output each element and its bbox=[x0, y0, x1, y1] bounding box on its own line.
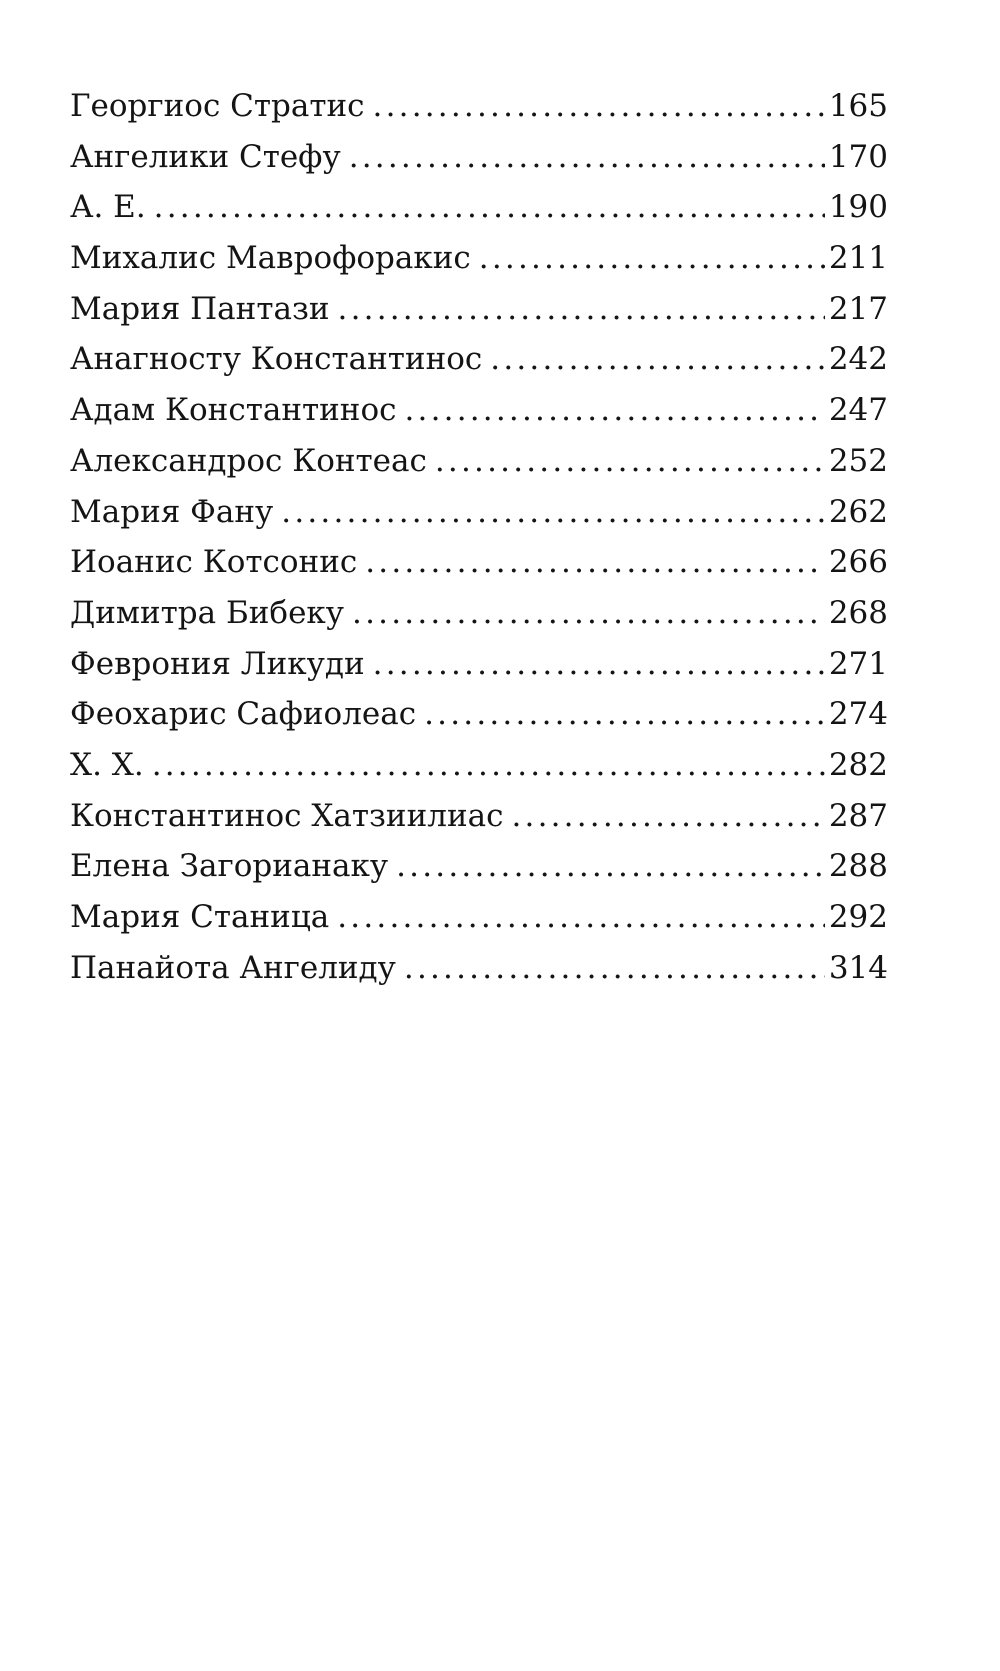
toc-entry bbox=[70, 899, 888, 950]
toc-entry-name: Адам Константинос bbox=[70, 392, 397, 429]
toc-entry-name: Александрос Контеас bbox=[70, 442, 427, 479]
dot-leader bbox=[349, 139, 825, 175]
toc-entry-name: Анагносту Константинос bbox=[70, 341, 483, 378]
toc-entry-page: 242 bbox=[828, 341, 888, 378]
toc-entry-name: Феохарис Сафиолеас bbox=[70, 696, 417, 733]
toc-entry-page: 266 bbox=[828, 544, 888, 581]
toc-entry bbox=[70, 341, 888, 392]
toc-entry-name: Елена Загорианаку bbox=[70, 848, 389, 885]
toc-entry-page: 262 bbox=[828, 493, 888, 530]
toc-entry-page: 268 bbox=[828, 594, 888, 631]
toc-entry bbox=[70, 189, 888, 240]
dot-leader bbox=[490, 341, 825, 377]
toc-entry-name: Феврония Ликуди bbox=[70, 645, 365, 682]
toc-entry-page: 274 bbox=[828, 696, 888, 733]
toc-entry-name: Ангелики Стефу bbox=[70, 138, 341, 175]
toc-entry bbox=[70, 443, 888, 494]
dot-leader bbox=[424, 696, 825, 732]
dot-leader bbox=[337, 899, 825, 935]
toc-entry-page: 190 bbox=[828, 189, 888, 226]
dot-leader bbox=[511, 798, 824, 834]
toc-entry-name: А. Е. bbox=[70, 189, 146, 226]
toc-entry bbox=[70, 747, 888, 798]
toc-entry-page: 282 bbox=[828, 746, 888, 783]
toc-entry bbox=[70, 240, 888, 291]
toc-entry bbox=[70, 494, 888, 545]
dot-leader bbox=[435, 443, 825, 479]
dot-leader bbox=[338, 291, 825, 327]
toc-entry-page: 287 bbox=[828, 797, 888, 834]
dot-leader bbox=[396, 848, 825, 884]
toc-entry bbox=[70, 848, 888, 899]
toc-entry-page: 211 bbox=[828, 240, 888, 277]
toc-entry-page: 271 bbox=[828, 645, 888, 682]
toc-entry bbox=[70, 696, 888, 747]
toc-entry bbox=[70, 544, 888, 595]
dot-leader bbox=[152, 747, 825, 783]
toc-entry bbox=[70, 139, 888, 190]
toc-entry-page: 247 bbox=[828, 392, 888, 429]
dot-leader bbox=[479, 240, 825, 276]
toc-entry-name: Мария Пантази bbox=[70, 290, 330, 327]
dot-leader bbox=[373, 646, 825, 682]
toc-entry-name: Панайота Ангелиду bbox=[70, 949, 396, 986]
toc-entry-name: Михалис Маврофоракис bbox=[70, 240, 471, 277]
toc-entry bbox=[70, 595, 888, 646]
dot-leader bbox=[373, 88, 825, 124]
toc-entry-page: 288 bbox=[828, 848, 888, 885]
toc-entry bbox=[70, 392, 888, 443]
toc-entry-page: 252 bbox=[828, 442, 888, 479]
toc-entry-page: 165 bbox=[828, 88, 888, 124]
toc-entry-page: 292 bbox=[828, 899, 888, 935]
table-of-contents bbox=[70, 88, 888, 1000]
dot-leader bbox=[281, 494, 825, 530]
toc-entry-page: 217 bbox=[828, 290, 888, 327]
toc-entry-name: Иоанис Котсонис bbox=[70, 544, 358, 581]
dot-leader bbox=[365, 544, 825, 580]
toc-entry-name: Димитра Бибеку bbox=[70, 594, 345, 631]
toc-entry-name: Мария Станица bbox=[70, 899, 330, 935]
dot-leader bbox=[404, 392, 824, 428]
toc-entry-page: 170 bbox=[828, 138, 888, 175]
dot-leader bbox=[352, 595, 825, 631]
toc-entry bbox=[70, 646, 888, 697]
dot-leader bbox=[404, 950, 825, 986]
toc-entry-name: Мария Фану bbox=[70, 493, 274, 530]
toc-entry-name: Х. Х. bbox=[70, 746, 144, 783]
toc-entry-name: Константинос Хатзиилиас bbox=[70, 797, 504, 834]
toc-entry bbox=[70, 88, 888, 139]
toc-entry bbox=[70, 798, 888, 849]
toc-entry-page: 314 bbox=[828, 949, 888, 986]
dot-leader bbox=[154, 189, 825, 225]
toc-entry bbox=[70, 291, 888, 342]
toc-entry bbox=[70, 950, 888, 1001]
toc-entry-name: Георгиос Стратис bbox=[70, 88, 365, 124]
